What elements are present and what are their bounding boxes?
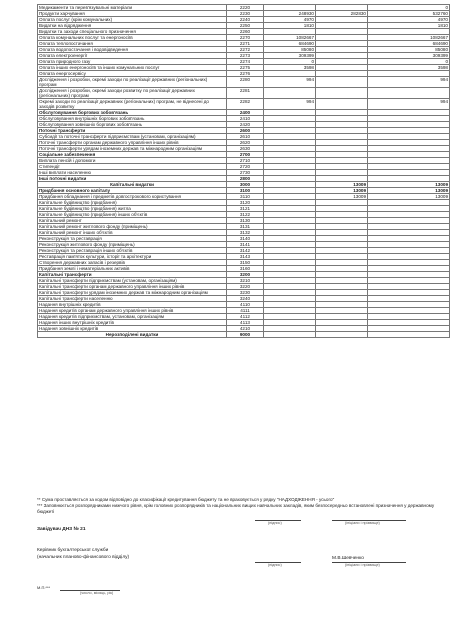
row-total: 13009 bbox=[368, 182, 450, 188]
row-code: 2620 bbox=[227, 140, 264, 146]
budget-table bbox=[37, 4, 450, 338]
row-code: 4113 bbox=[227, 320, 264, 326]
row-name: Надання інших внутрішніх кредитів bbox=[38, 320, 227, 326]
row-code: 3141 bbox=[227, 242, 264, 248]
footnote-2: *** Заповнюється розпорядниками нижчого рівня, крім головних розпорядників та національних вищих навчальних закладів, яким безпосередньо встановлені призначення у державному бюджеті bbox=[37, 503, 435, 514]
row-code: 4110 bbox=[227, 302, 264, 308]
head-name-label: (ініціали і прізвище) bbox=[345, 521, 380, 525]
row-name: Стипендії bbox=[38, 164, 227, 170]
row-name: Обслуговування боргових зобов'язань bbox=[38, 110, 227, 116]
row-special-fund: 282830 bbox=[316, 11, 368, 17]
row-name: Соціальне забезпечення bbox=[38, 152, 227, 158]
row-code: 3160 bbox=[227, 266, 264, 272]
row-name: Придбання обладнання і предметів довгострокового користування bbox=[38, 194, 227, 200]
row-general-fund: 0 bbox=[264, 59, 316, 65]
budget-table-body bbox=[38, 5, 450, 338]
row-name: Капітальні видатки bbox=[38, 182, 227, 188]
row-name: Продукти харчування bbox=[38, 11, 227, 17]
row-code: 2271 bbox=[227, 41, 264, 47]
row-code: 2274 bbox=[227, 59, 264, 65]
row-name: Окремі заходи по реалізації державних (регіональних) програм, не віднесені до заходів розвитку bbox=[38, 99, 227, 110]
row-name: Обслуговування зовнішніх боргових зобов'язань bbox=[38, 122, 227, 128]
footnote-1: ** Сума проставляється за кодом відповідно до класифікації кредитування бюджету та не враховується у рядку "НАДХОДЖЕННЯ - усього" bbox=[37, 497, 335, 502]
row-name: Поточні трансферти bbox=[38, 128, 227, 134]
row-code: 3120 bbox=[227, 200, 264, 206]
row-code: 3230 bbox=[227, 290, 264, 296]
row-code: 3200 bbox=[227, 272, 264, 278]
row-name: Реконструкція житлового фонду (приміщень) bbox=[38, 242, 227, 248]
row-total: 1810 bbox=[368, 23, 450, 29]
row-special-fund bbox=[316, 99, 368, 110]
row-code: 2610 bbox=[227, 134, 264, 140]
row-code: 3121 bbox=[227, 206, 264, 212]
row-total: 3598 bbox=[368, 65, 450, 71]
row-code: 3130 bbox=[227, 218, 264, 224]
row-total: 994 bbox=[368, 99, 450, 110]
row-special-fund: 13009 bbox=[316, 188, 368, 194]
row-general-fund: 994 bbox=[264, 99, 316, 110]
row-total: 309399 bbox=[368, 53, 450, 59]
row-name: Придбання основного капіталу bbox=[38, 188, 227, 194]
row-code: 3143 bbox=[227, 254, 264, 260]
row-code: 2600 bbox=[227, 128, 264, 134]
row-code: 3220 bbox=[227, 284, 264, 290]
row-special-fund bbox=[316, 332, 368, 338]
row-code: 3140 bbox=[227, 236, 264, 242]
row-general-fund: 3598 bbox=[264, 65, 316, 71]
row-name: Субсидії та поточні трансферти підприємствам (установам, організаціям) bbox=[38, 134, 227, 140]
row-name: Капітальне будівництво (придбання) bbox=[38, 200, 227, 206]
row-total: 85080 bbox=[368, 47, 450, 53]
row-code: 9000 bbox=[227, 332, 264, 338]
table-row bbox=[38, 77, 450, 88]
row-code: 2273 bbox=[227, 53, 264, 59]
row-total: 1082667 bbox=[368, 35, 450, 41]
row-name: Капітальні трансферти bbox=[38, 272, 227, 278]
row-name: Оплата послуг (крім комунальних) bbox=[38, 17, 227, 23]
row-name: Створення державних запасів і резервів bbox=[38, 260, 227, 266]
row-name: Капітальний ремонт житлового фонду (приміщень) bbox=[38, 224, 227, 230]
row-total: 532760 bbox=[368, 11, 450, 17]
row-name: Капітальні трансферти населенню bbox=[38, 296, 227, 302]
row-name: Обслуговування внутрішніх боргових зобов'язань bbox=[38, 116, 227, 122]
row-code: 3110 bbox=[227, 194, 264, 200]
row-name: Оплата інших енергоносіїв та інших комунальних послуг bbox=[38, 65, 227, 71]
row-code: 2260 bbox=[227, 29, 264, 35]
row-name: Оплата теплопостачання bbox=[38, 41, 227, 47]
row-total: 13009 bbox=[368, 188, 450, 194]
row-general-fund: 85080 bbox=[264, 47, 316, 53]
row-code: 3100 bbox=[227, 188, 264, 194]
footnotes bbox=[37, 497, 449, 515]
row-code: 4112 bbox=[227, 314, 264, 320]
row-general-fund: 1082667 bbox=[264, 35, 316, 41]
row-name: Капітальне будівництво (придбання) інших об'єктів bbox=[38, 212, 227, 218]
row-code: 2720 bbox=[227, 164, 264, 170]
row-code: 2800 bbox=[227, 176, 264, 182]
row-name: Видатки на відрядження bbox=[38, 23, 227, 29]
row-code: 2420 bbox=[227, 122, 264, 128]
row-name: Оплата електроенергії bbox=[38, 53, 227, 59]
row-code: 2270 bbox=[227, 35, 264, 41]
row-code: 2630 bbox=[227, 146, 264, 152]
accountant-sign-label: (підпис) bbox=[268, 563, 282, 567]
row-code: 2272 bbox=[227, 47, 264, 53]
row-code: 3000 bbox=[227, 182, 264, 188]
row-special-fund bbox=[316, 88, 368, 99]
row-name: Оплата природного газу bbox=[38, 59, 227, 65]
row-name: Надання внутрішніх кредитів bbox=[38, 302, 227, 308]
row-total: 13009 bbox=[368, 194, 450, 200]
table-row bbox=[38, 99, 450, 110]
row-code: 2220 bbox=[227, 5, 264, 11]
row-code: 3122 bbox=[227, 212, 264, 218]
row-general-fund: 1810 bbox=[264, 23, 316, 29]
row-code: 3240 bbox=[227, 296, 264, 302]
row-code: 3132 bbox=[227, 230, 264, 236]
row-code: 2730 bbox=[227, 170, 264, 176]
row-general-fund: 4970 bbox=[264, 17, 316, 23]
row-code: 2710 bbox=[227, 158, 264, 164]
date-label: (число, місяць, рік) bbox=[80, 591, 114, 595]
row-total: 684690 bbox=[368, 41, 450, 47]
row-name: Капітальні трансферти підприємствам (установам, організаціям) bbox=[38, 278, 227, 284]
row-name: Капітальний ремонт bbox=[38, 218, 227, 224]
row-name: Медикаменти та перев'язувальні матеріали bbox=[38, 5, 227, 11]
row-code: 2400 bbox=[227, 110, 264, 116]
row-name: Капітальне будівництво (придбання) житла bbox=[38, 206, 227, 212]
row-special-fund bbox=[316, 77, 368, 88]
table-row bbox=[38, 332, 450, 338]
row-code: 3131 bbox=[227, 224, 264, 230]
row-name: Видатки та заходи спеціального призначення bbox=[38, 29, 227, 35]
row-code: 2282 bbox=[227, 99, 264, 110]
row-code: 2275 bbox=[227, 65, 264, 71]
row-name: Оплата енергосервісу bbox=[38, 71, 227, 77]
row-general-fund: 994 bbox=[264, 77, 316, 88]
row-name: Реконструкція та реставрація інших об'єктів bbox=[38, 248, 227, 254]
row-name: Надання зовнішніх кредитів bbox=[38, 326, 227, 332]
row-name: Дослідження і розробки, окремі заходи по реалізації державних (регіональних) програм bbox=[38, 77, 227, 88]
row-code: 4111 bbox=[227, 308, 264, 314]
row-name: Оплата водопостачання і водовідведення bbox=[38, 47, 227, 53]
row-code: 3142 bbox=[227, 248, 264, 254]
row-name: Оплата комунальних послуг та енергоносіїв bbox=[38, 35, 227, 41]
date-prefix: М.П.*** bbox=[37, 585, 51, 590]
row-total: 0 bbox=[368, 5, 450, 11]
accountant-name: М.В.Шевченко bbox=[332, 556, 364, 561]
row-name: Інші поточні видатки bbox=[38, 176, 227, 182]
row-name: Надання кредитів органам державного управління інших рівнів bbox=[38, 308, 227, 314]
head-title: Завідувач ДНЗ № 21 bbox=[37, 527, 86, 532]
row-total bbox=[368, 332, 450, 338]
row-code: 2281 bbox=[227, 88, 264, 99]
row-name: Реставрація пам'яток культури, історії та архітектури bbox=[38, 254, 227, 260]
row-code: 3150 bbox=[227, 260, 264, 266]
table-row bbox=[38, 88, 450, 99]
row-name: Капітальний ремонт інших об'єктів bbox=[38, 230, 227, 236]
row-general-fund: 309399 bbox=[264, 53, 316, 59]
row-code: 2276 bbox=[227, 71, 264, 77]
head-sign-label: (підпис) bbox=[268, 521, 282, 525]
row-code: 2410 bbox=[227, 116, 264, 122]
row-code: 3210 bbox=[227, 278, 264, 284]
row-name: Дослідження і розробки, окремі заходи розвитку по реалізації державних (регіональних) програм bbox=[38, 88, 227, 99]
accountant-title-2: (начальник планово-фінансового відділу) bbox=[37, 555, 130, 560]
row-code: 2700 bbox=[227, 152, 264, 158]
row-name: Інші виплати населенню bbox=[38, 170, 227, 176]
row-name: Реконструкція та реставрація bbox=[38, 236, 227, 242]
row-name: Надання кредитів підприємствам, установам, організаціям bbox=[38, 314, 227, 320]
row-total: 4970 bbox=[368, 17, 450, 23]
row-special-fund: 13009 bbox=[316, 182, 368, 188]
row-code: 4210 bbox=[227, 326, 264, 332]
row-name: Виплата пенсій і допомоги bbox=[38, 158, 227, 164]
row-name: Придбання землі і нематеріальних активів bbox=[38, 266, 227, 272]
row-total: 994 bbox=[368, 77, 450, 88]
row-general-fund bbox=[264, 332, 316, 338]
row-name: Нерозподілені видатки bbox=[38, 332, 227, 338]
row-total bbox=[368, 88, 450, 99]
accountant-title-1: Керівник бухгалтерської служби bbox=[37, 548, 109, 553]
row-name: Поточні трансферти урядам іноземних держав та міжнародним організаціям bbox=[38, 146, 227, 152]
row-name: Поточні трансферти органам державного управління інших рівнів bbox=[38, 140, 227, 146]
row-code: 2230 bbox=[227, 11, 264, 17]
row-total: 0 bbox=[368, 59, 450, 65]
row-code: 2240 bbox=[227, 17, 264, 23]
row-name: Капітальні трансферти урядам іноземних держав та міжнародним організаціям bbox=[38, 290, 227, 296]
row-general-fund: 684690 bbox=[264, 41, 316, 47]
row-general-fund bbox=[264, 88, 316, 99]
row-name: Капітальні трансферти органам державного управління інших рівнів bbox=[38, 284, 227, 290]
accountant-name-label: (ініціали і прізвище) bbox=[345, 563, 380, 567]
row-general-fund: 248930 bbox=[264, 11, 316, 17]
row-special-fund: 13009 bbox=[316, 194, 368, 200]
row-code: 2250 bbox=[227, 23, 264, 29]
row-code: 2280 bbox=[227, 77, 264, 88]
